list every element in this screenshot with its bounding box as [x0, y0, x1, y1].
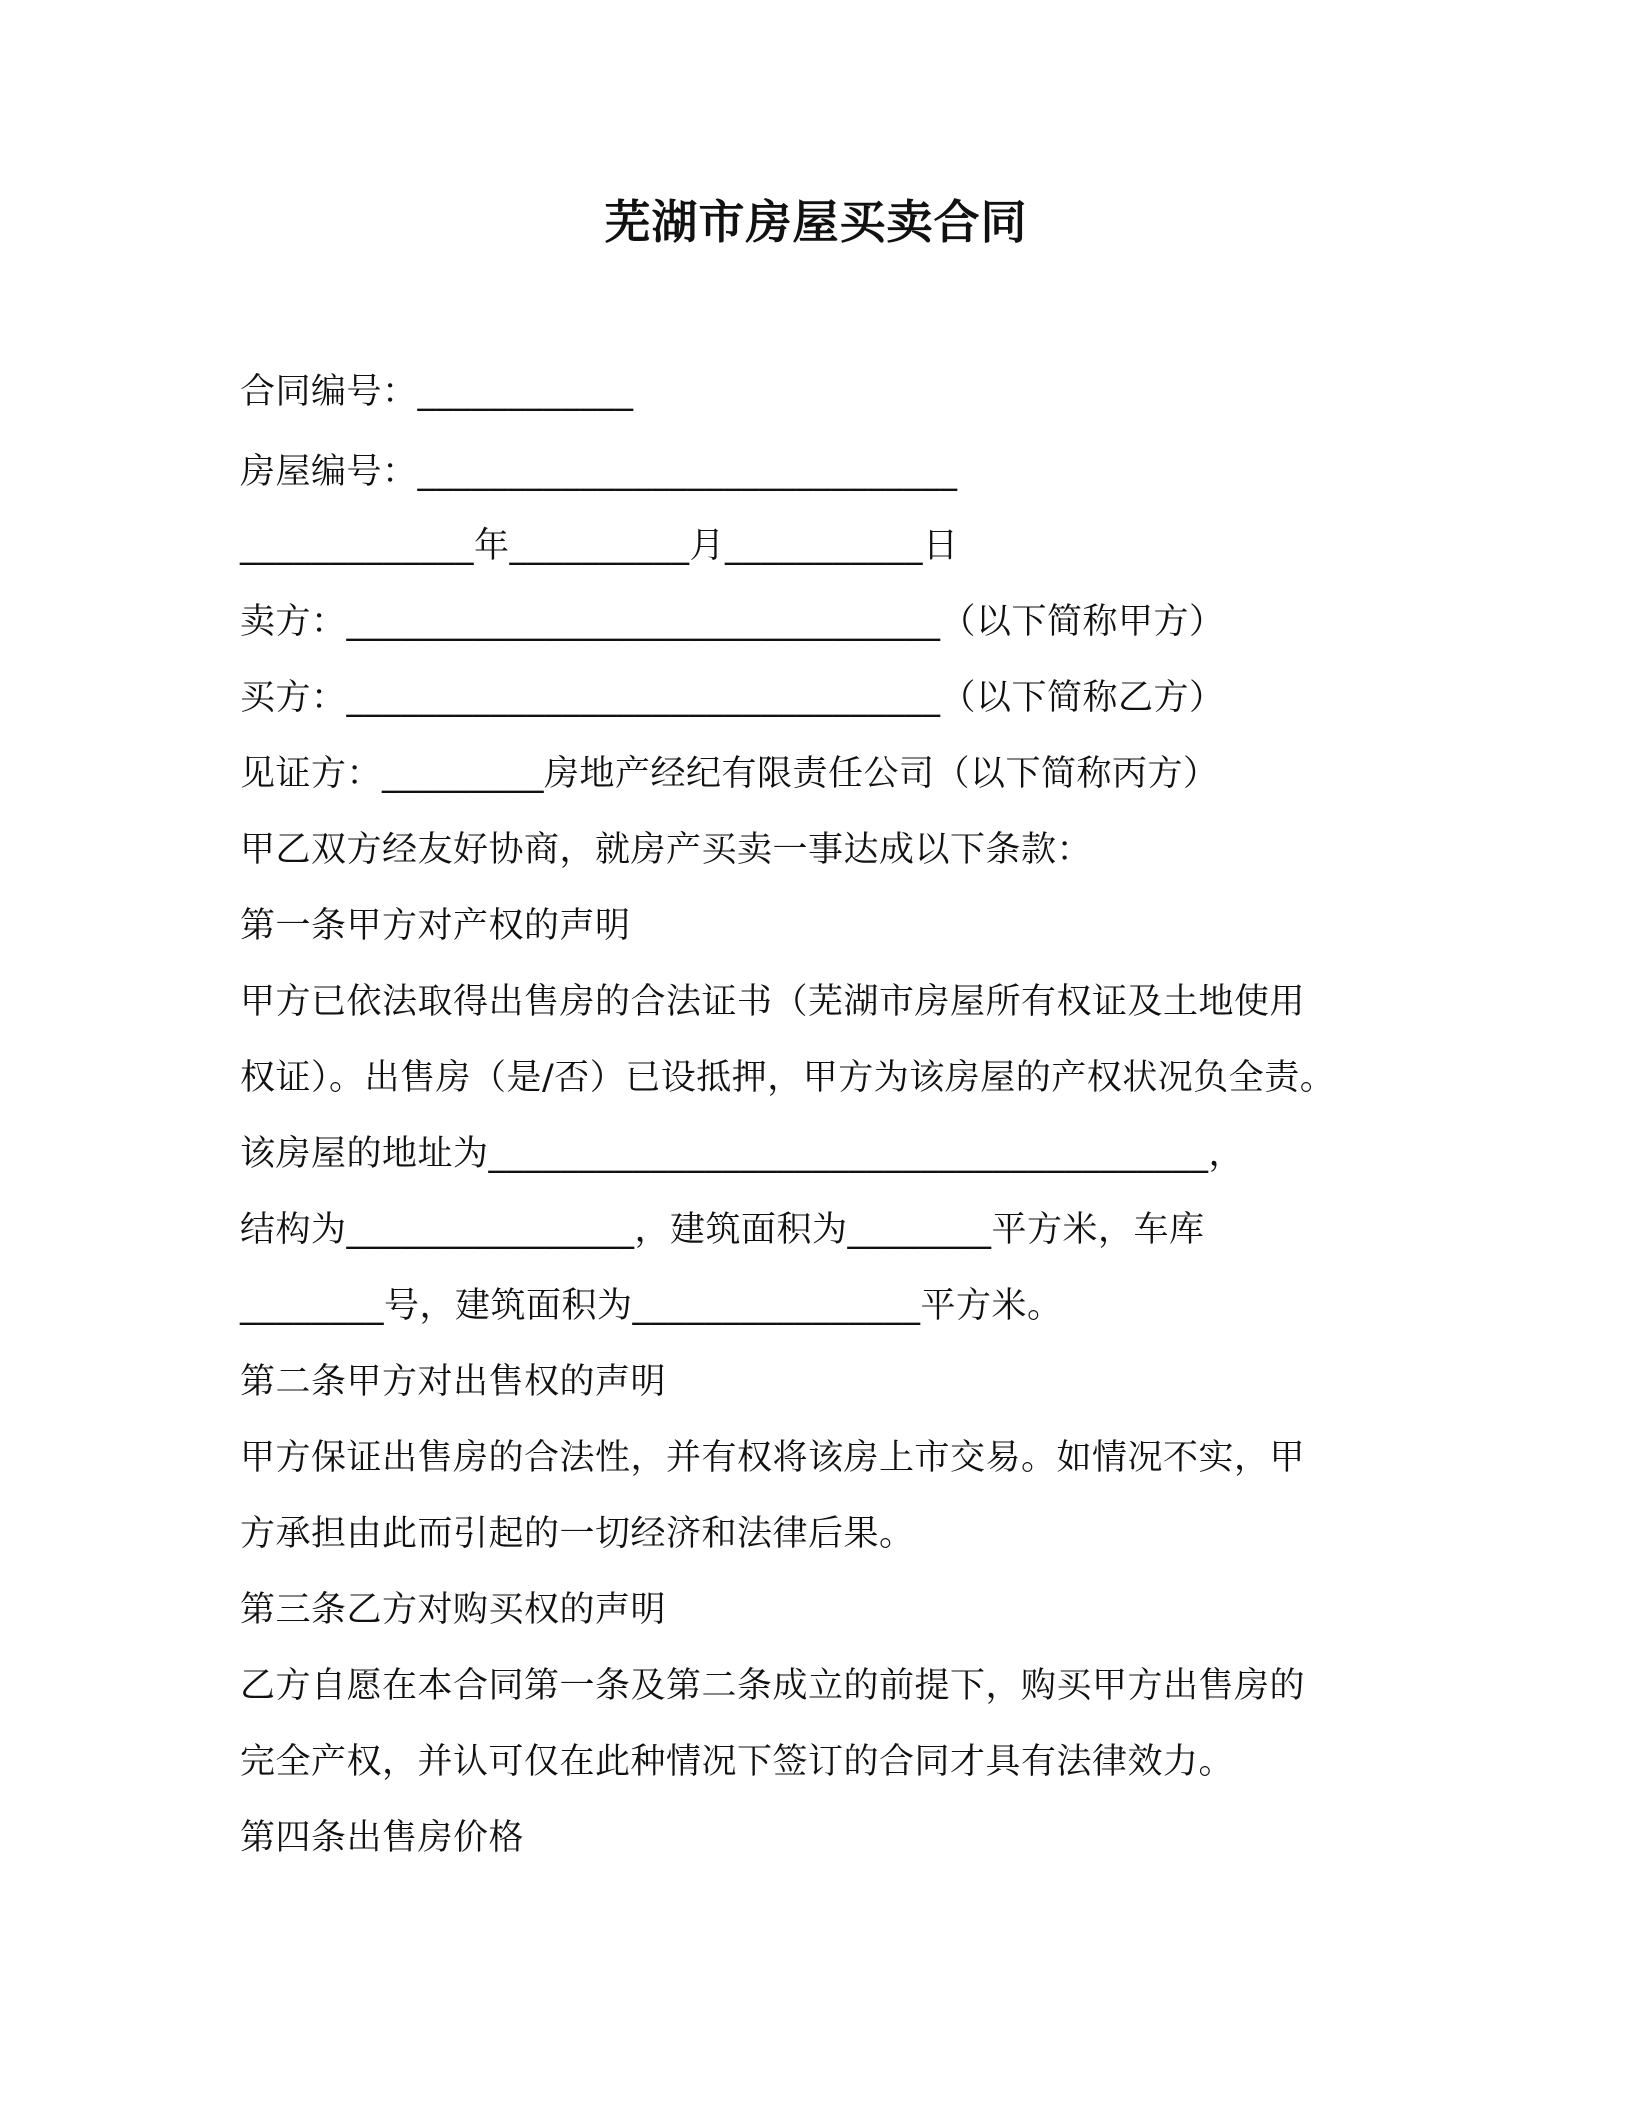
witness-line: 见证方：_________房地产经纪有限责任公司（以下简称丙方）	[240, 754, 1219, 794]
article-3-text-line: 乙方自愿在本合同第一条及第二条成立的前提下，购买甲方出售房的	[240, 1666, 1306, 1706]
structure-area-line: 结构为________________，建筑面积为________平方米，车库	[240, 1210, 1205, 1250]
article-2-heading: 第二条甲方对出售权的声明	[240, 1362, 667, 1402]
document-title: 芜湖市房屋买卖合同	[604, 195, 1028, 249]
article-1-text-line: 甲方已依法取得出售房的合法证书（芜湖市房屋所有权证及土地使用	[240, 982, 1306, 1022]
contract-number-line: 合同编号：____________	[240, 372, 634, 412]
preamble-line: 甲乙双方经友好协商，就房产买卖一事达成以下条款：	[240, 830, 1093, 870]
seller-line: 卖方：_________________________________（以下简称甲方）	[240, 602, 1225, 642]
article-4-heading: 第四条出售房价格	[240, 1818, 525, 1858]
date-line: _____________年__________月___________日	[240, 526, 959, 566]
house-number-line: 房屋编号：______________________________	[240, 452, 958, 492]
article-1-text-line: 权证）。出售房（是/否）已设抵押，甲方为该房屋的产权状况负全责。	[240, 1058, 1336, 1098]
buyer-line: 买方：_________________________________（以下简称乙方）	[240, 678, 1225, 718]
article-3-text-line: 完全产权，并认可仅在此种情况下签订的合同才具有法律效力。	[240, 1742, 1235, 1782]
article-2-text-line: 方承担由此而引起的一切经济和法律后果。	[240, 1514, 915, 1554]
article-1-heading: 第一条甲方对产权的声明	[240, 906, 631, 946]
address-line: 该房屋的地址为________________________________________，	[240, 1134, 1245, 1174]
article-2-text-line: 甲方保证出售房的合法性，并有权将该房上市交易。如情况不实，甲	[240, 1438, 1306, 1478]
garage-area-line: ________号，建筑面积为________________平方米。	[240, 1286, 1063, 1326]
article-3-heading: 第三条乙方对购买权的声明	[240, 1590, 667, 1630]
